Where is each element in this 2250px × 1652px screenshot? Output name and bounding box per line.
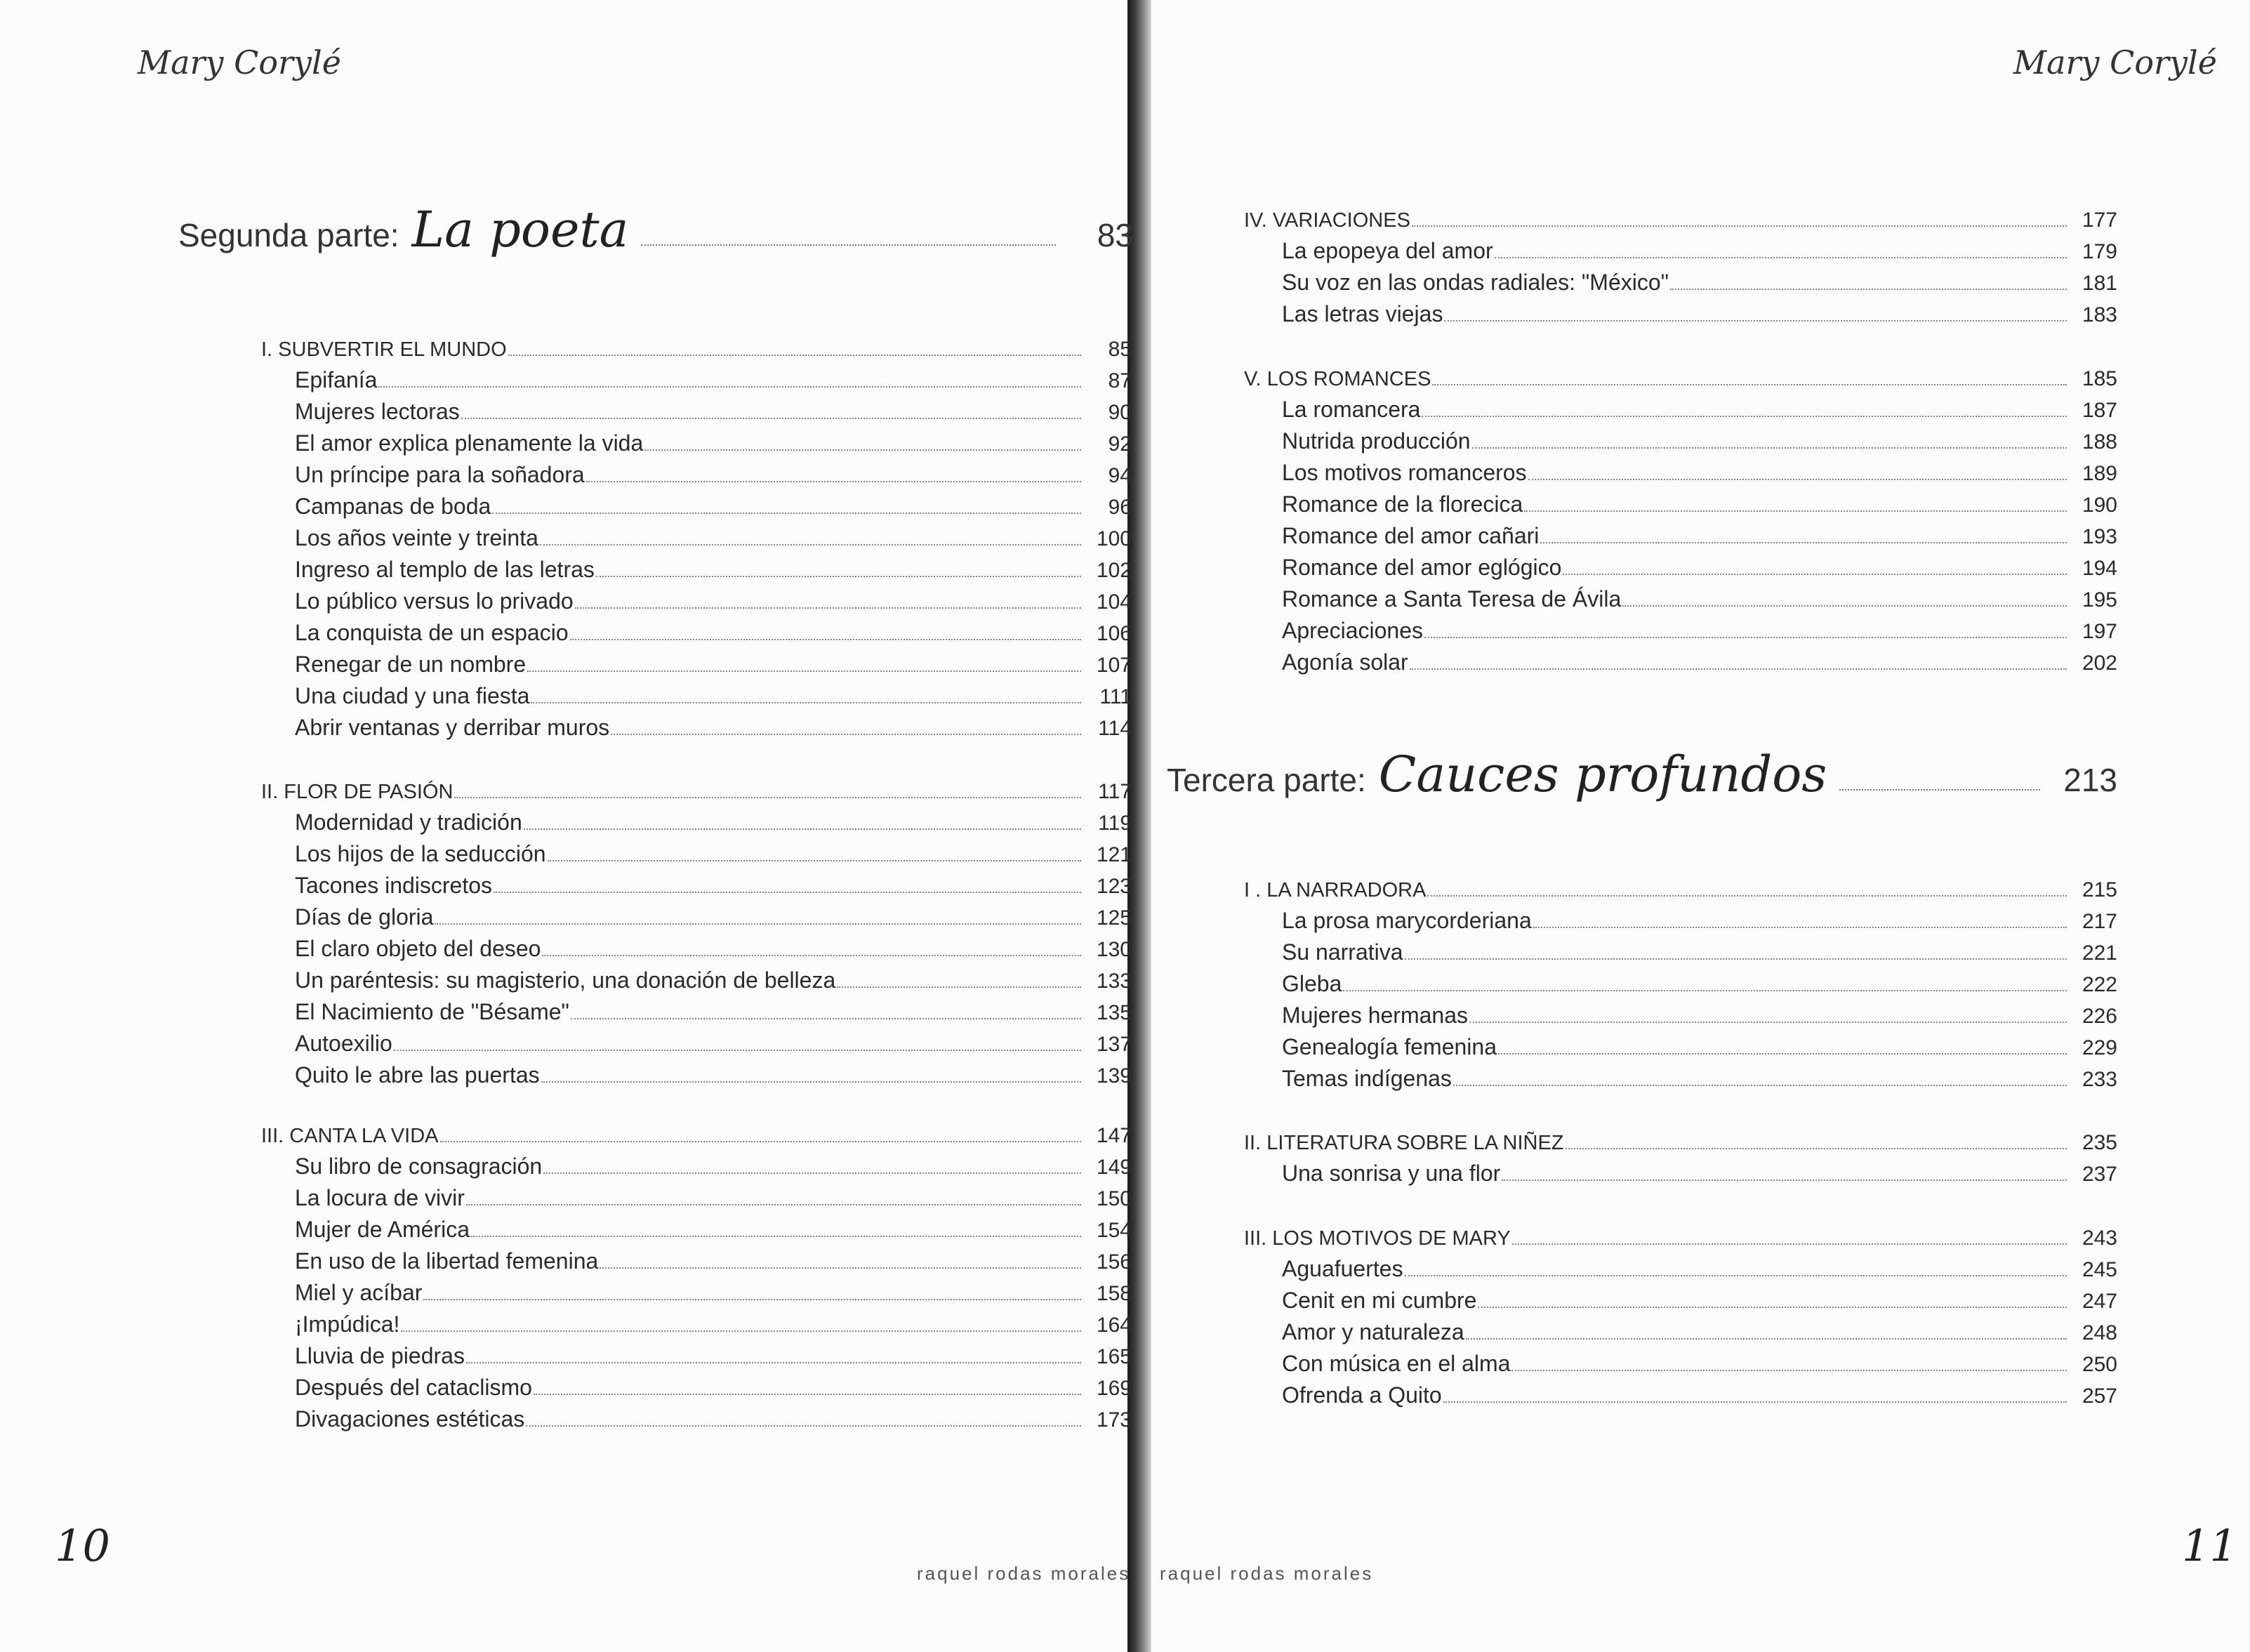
dot-leader bbox=[611, 734, 1081, 735]
entry-title: Nutrida producción bbox=[1282, 428, 1471, 454]
page-number: 135 bbox=[1096, 1001, 1132, 1024]
page-number: 119 bbox=[1098, 812, 1132, 835]
entry-title: Romance del amor cañari bbox=[1282, 523, 1540, 548]
page-number: 147 bbox=[1096, 1124, 1132, 1147]
dot-leader bbox=[471, 1236, 1081, 1237]
entry-title: Un príncipe para la soñadora bbox=[295, 462, 585, 487]
page-number: 137 bbox=[1096, 1033, 1132, 1056]
entry-title: Apreciaciones bbox=[1282, 618, 1423, 643]
dot-leader bbox=[542, 955, 1081, 956]
dot-leader bbox=[1478, 1307, 2067, 1308]
dot-leader bbox=[1540, 542, 2067, 543]
toc-entry-row bbox=[1282, 902, 2117, 934]
page-number: 123 bbox=[1096, 875, 1132, 898]
toc-entry-row bbox=[295, 393, 1132, 425]
toc-entry-row bbox=[1282, 264, 2117, 296]
page-number: 85 bbox=[1108, 338, 1132, 361]
entry-title: Romance del amor eglógico bbox=[1282, 555, 1562, 580]
page-number: 181 bbox=[2082, 272, 2117, 295]
entry-title: Mujeres hermanas bbox=[1282, 1003, 1468, 1028]
toc-entry-row bbox=[295, 678, 1132, 709]
page-number: 165 bbox=[1096, 1345, 1132, 1368]
entry-title: Su voz en las ondas radiales: "México" bbox=[1282, 270, 1669, 295]
entry-title: La conquista de un espacio bbox=[295, 620, 569, 645]
toc-entry-row bbox=[295, 1179, 1132, 1211]
dot-leader bbox=[1405, 1275, 2067, 1276]
dot-leader bbox=[837, 986, 1081, 988]
entry-title: Los motivos romanceros bbox=[1282, 460, 1527, 485]
entry-title: En uso de la libertad femenina bbox=[295, 1248, 599, 1274]
page-number: 193 bbox=[2082, 525, 2117, 548]
chapter-row bbox=[1244, 871, 2117, 902]
dot-leader bbox=[524, 828, 1081, 830]
page-number: 237 bbox=[2082, 1163, 2117, 1186]
chapter-row bbox=[1244, 359, 2117, 391]
page-number: 217 bbox=[2082, 910, 2117, 933]
entry-title: Modernidad y tradición bbox=[295, 810, 522, 835]
page-number: 185 bbox=[2082, 367, 2117, 390]
part-heading-segunda bbox=[178, 191, 1133, 258]
toc-entry-row bbox=[295, 1025, 1132, 1057]
page-number: 107 bbox=[1096, 654, 1132, 677]
part-label: Segunda parte: bbox=[178, 217, 399, 253]
page-number: 248 bbox=[2082, 1321, 2117, 1344]
entry-title: Ofrenda a Quito bbox=[1282, 1382, 1442, 1408]
page-number: 114 bbox=[1098, 717, 1132, 740]
chapter-title: I . LA NARRADORA bbox=[1244, 879, 1427, 901]
page-number: 243 bbox=[2082, 1227, 2117, 1250]
right-page-number: 11 bbox=[2182, 1520, 2237, 1571]
entry-title: Quito le abre las puertas bbox=[295, 1062, 540, 1088]
chapter-row bbox=[261, 330, 1132, 362]
page-number: 187 bbox=[2082, 399, 2117, 422]
entry-title: Gleba bbox=[1282, 971, 1342, 996]
part-script-title: La poeta bbox=[411, 201, 629, 258]
dot-leader bbox=[527, 670, 1081, 672]
entry-title: Lluvia de piedras bbox=[295, 1343, 465, 1368]
entry-title: El Nacimiento de "Bésame" bbox=[295, 999, 569, 1024]
dot-leader bbox=[1670, 289, 2067, 290]
toc-entry-row bbox=[295, 1306, 1132, 1337]
entry-title: La epopeya del amor bbox=[1282, 238, 1493, 263]
entry-title: Autoexilio bbox=[295, 1031, 392, 1056]
dot-leader bbox=[540, 544, 1081, 546]
left-footer: raquel rodas morales bbox=[917, 1563, 1131, 1584]
entry-title: Mujeres lectoras bbox=[295, 399, 460, 424]
dot-leader bbox=[541, 1081, 1081, 1083]
page-number: 150 bbox=[1096, 1187, 1132, 1210]
dot-leader bbox=[440, 1141, 1082, 1142]
left-running-head: Mary Corylé bbox=[138, 44, 341, 81]
dot-leader bbox=[461, 418, 1081, 419]
toc-entry-row bbox=[1282, 644, 2117, 675]
toc-entry-row bbox=[295, 425, 1132, 456]
toc-entry-row bbox=[295, 835, 1132, 867]
toc-entry-row bbox=[295, 1211, 1132, 1243]
page-number: 188 bbox=[2082, 430, 2117, 454]
dot-leader bbox=[1622, 605, 2067, 607]
toc-entry-row bbox=[295, 930, 1132, 962]
entry-title: Una sonrisa y una flor bbox=[1282, 1161, 1501, 1186]
toc-entry-row bbox=[1282, 1345, 2117, 1377]
page-number: 245 bbox=[2082, 1258, 2117, 1281]
dot-leader bbox=[531, 702, 1081, 703]
page-number: 195 bbox=[2082, 588, 2117, 612]
toc-entry-row bbox=[1282, 965, 2117, 997]
toc-entry-row bbox=[295, 1337, 1132, 1369]
dot-leader bbox=[401, 1330, 1081, 1332]
entry-title: Aguafuertes bbox=[1282, 1256, 1403, 1281]
page-number: 156 bbox=[1096, 1250, 1132, 1274]
page-number: 179 bbox=[2082, 240, 2117, 263]
toc-entry-row bbox=[295, 709, 1132, 741]
page-number: 235 bbox=[2082, 1131, 2117, 1154]
page-number: 100 bbox=[1096, 527, 1132, 550]
dot-leader bbox=[1466, 1338, 2067, 1340]
toc-entry-row bbox=[295, 551, 1132, 583]
chapter-title: III. LOS MOTIVOS DE MARY bbox=[1244, 1227, 1511, 1250]
dot-leader bbox=[1524, 510, 2067, 512]
toc-entry-row bbox=[1282, 232, 2117, 264]
toc-entry-row bbox=[1282, 296, 2117, 327]
page-number: 250 bbox=[2082, 1353, 2117, 1376]
toc-entry-row bbox=[1282, 517, 2117, 549]
toc-entry-row bbox=[295, 456, 1132, 488]
toc-entry-row bbox=[1282, 934, 2117, 965]
dot-leader bbox=[466, 1204, 1081, 1205]
chapter-title: III. CANTA LA VIDA bbox=[261, 1125, 439, 1147]
entry-title: Un paréntesis: su magisterio, una donación de belleza bbox=[295, 967, 836, 993]
dot-leader bbox=[1453, 1085, 2067, 1086]
entry-title: Epifanía bbox=[295, 367, 378, 392]
dot-leader bbox=[1566, 1148, 2067, 1149]
toc-entry-row bbox=[1282, 1250, 2117, 1282]
page-number: 226 bbox=[2082, 1005, 2117, 1028]
page-number: 130 bbox=[1096, 938, 1132, 961]
entry-title: Campanas de boda bbox=[295, 494, 491, 519]
toc-entry-row bbox=[295, 614, 1132, 646]
page-number: 139 bbox=[1096, 1064, 1132, 1088]
toc-entry-row bbox=[1282, 1060, 2117, 1092]
entry-title: Ingreso al templo de las letras bbox=[295, 557, 595, 582]
toc-entry-row bbox=[1282, 423, 2117, 454]
chapter-title: IV. VARIACIONES bbox=[1244, 209, 1410, 232]
dot-leader bbox=[378, 386, 1081, 388]
toc-entry-row bbox=[295, 646, 1132, 678]
dot-leader bbox=[423, 1299, 1081, 1300]
toc-entry-row bbox=[295, 1401, 1132, 1432]
entry-title: La romancera bbox=[1282, 397, 1421, 422]
chapter-title: II. LITERATURA SOBRE LA NIÑEZ bbox=[1244, 1132, 1564, 1154]
entry-title: Después del cataclismo bbox=[295, 1375, 532, 1400]
page-number: 158 bbox=[1096, 1282, 1132, 1305]
entry-title: Romance de la florecica bbox=[1282, 491, 1523, 517]
toc-entry-row bbox=[295, 583, 1132, 614]
chapter-row bbox=[1244, 1123, 2117, 1155]
dot-leader bbox=[1443, 1401, 2067, 1403]
toc-entry-row bbox=[295, 520, 1132, 551]
page-number: 164 bbox=[1096, 1314, 1132, 1337]
dot-leader bbox=[435, 923, 1081, 925]
entry-title: El amor explica plenamente la vida bbox=[295, 430, 644, 456]
entry-title: Amor y naturaleza bbox=[1282, 1319, 1464, 1344]
dot-leader bbox=[1502, 1179, 2067, 1181]
toc-entry-row bbox=[295, 1243, 1132, 1274]
toc-entry-row bbox=[295, 804, 1132, 835]
dot-leader bbox=[644, 449, 1081, 451]
dot-leader bbox=[1495, 257, 2067, 258]
page-number: 125 bbox=[1096, 906, 1132, 930]
dot-leader bbox=[570, 639, 1081, 640]
toc-entry-row bbox=[1282, 486, 2117, 517]
page-number: 111 bbox=[1099, 685, 1132, 708]
entry-title: Una ciudad y una fiesta bbox=[295, 683, 530, 708]
dot-leader bbox=[1343, 990, 2067, 991]
dot-leader bbox=[1839, 789, 2040, 791]
dot-leader bbox=[1444, 320, 2067, 322]
chapter-row bbox=[261, 772, 1132, 804]
page-number: 215 bbox=[2082, 878, 2117, 901]
part-label: Tercera parte: bbox=[1167, 762, 1366, 798]
page-number: 247 bbox=[2082, 1290, 2117, 1313]
entry-title: La prosa marycorderiana bbox=[1282, 908, 1532, 933]
dot-leader bbox=[1498, 1053, 2067, 1055]
dot-leader bbox=[526, 1425, 1081, 1427]
right-footer: raquel rodas morales bbox=[1160, 1563, 1374, 1584]
entry-title: Divagaciones estéticas bbox=[295, 1406, 525, 1432]
toc-entry-row bbox=[1282, 997, 2117, 1029]
page-number: 154 bbox=[1096, 1219, 1132, 1242]
dot-leader bbox=[1512, 1243, 2067, 1245]
dot-leader bbox=[534, 1394, 1081, 1395]
toc-entry-row bbox=[1282, 1282, 2117, 1314]
entry-title: Temas indígenas bbox=[1282, 1066, 1452, 1091]
entry-title: Miel y acíbar bbox=[295, 1280, 423, 1305]
entry-title: Renegar de un nombre bbox=[295, 652, 527, 677]
toc-entry-row bbox=[295, 867, 1132, 899]
page-number: 133 bbox=[1096, 970, 1132, 993]
page-number: 92 bbox=[1108, 432, 1132, 456]
entry-title: Su narrativa bbox=[1282, 939, 1403, 965]
part-page: 213 bbox=[2063, 762, 2117, 798]
chapter-row bbox=[1244, 201, 2117, 232]
toc-entry-row bbox=[295, 899, 1132, 930]
dot-leader bbox=[494, 892, 1081, 893]
page-number: 189 bbox=[2082, 462, 2117, 485]
page-number: 229 bbox=[2082, 1036, 2117, 1059]
chapter-row bbox=[261, 1116, 1132, 1148]
entry-title: Días de gloria bbox=[295, 904, 434, 930]
dot-leader bbox=[596, 576, 1081, 577]
entry-title: Los años veinte y treinta bbox=[295, 525, 538, 550]
page-number: 169 bbox=[1096, 1377, 1132, 1400]
entry-title: El claro objeto del deseo bbox=[295, 936, 541, 961]
toc-entry-row bbox=[1282, 391, 2117, 423]
page-number: 222 bbox=[2082, 973, 2117, 996]
toc-entry-row bbox=[295, 1057, 1132, 1088]
page-number: 106 bbox=[1096, 622, 1132, 645]
dot-leader bbox=[543, 1172, 1081, 1174]
dot-leader bbox=[600, 1267, 1081, 1269]
entry-title: Las letras viejas bbox=[1282, 301, 1443, 326]
dot-leader bbox=[1410, 668, 2067, 670]
dot-leader bbox=[1405, 958, 2067, 960]
toc-entry-row bbox=[1282, 1314, 2117, 1345]
dot-leader bbox=[1427, 895, 2067, 897]
dot-leader bbox=[1533, 927, 2067, 928]
page-number: 183 bbox=[2082, 303, 2117, 326]
entry-title: Agonía solar bbox=[1282, 649, 1408, 675]
toc-entry-row bbox=[1282, 1155, 2117, 1187]
page-number: 197 bbox=[2082, 620, 2117, 643]
dot-leader bbox=[1424, 637, 2067, 638]
dot-leader bbox=[586, 481, 1081, 482]
chapter-row bbox=[1244, 1219, 2117, 1250]
dot-leader bbox=[492, 513, 1081, 514]
dot-leader bbox=[1563, 574, 2067, 575]
toc-entry-row bbox=[295, 488, 1132, 520]
dot-leader bbox=[1432, 384, 2067, 385]
dot-leader bbox=[1528, 479, 2067, 480]
entry-title: Mujer de América bbox=[295, 1217, 470, 1242]
entry-title: Abrir ventanas y derribar muros bbox=[295, 715, 610, 740]
part-heading-tercera bbox=[1167, 736, 2117, 803]
toc-entry-row bbox=[1282, 581, 2117, 612]
right-running-head: Mary Corylé bbox=[2013, 44, 2217, 81]
entry-title: Su libro de consagración bbox=[295, 1154, 543, 1179]
dot-leader bbox=[1511, 1370, 2067, 1371]
entry-title: Lo público versus lo privado bbox=[295, 588, 574, 614]
chapter-title: I. SUBVERTIR EL MUNDO bbox=[261, 338, 507, 361]
toc-entry-row bbox=[1282, 1029, 2117, 1060]
toc-entry-row bbox=[1282, 1377, 2117, 1408]
dot-leader bbox=[1422, 416, 2067, 417]
toc-entry-row bbox=[295, 993, 1132, 1025]
toc-entry-row bbox=[1282, 549, 2117, 581]
dot-leader bbox=[1472, 447, 2067, 449]
entry-title: Los hijos de la seducción bbox=[295, 841, 546, 866]
entry-title: La locura de vivir bbox=[295, 1185, 465, 1210]
toc-entry-row bbox=[1282, 612, 2117, 644]
left-page-number: 10 bbox=[55, 1520, 110, 1571]
page-number: 257 bbox=[2082, 1385, 2117, 1408]
page-number: 190 bbox=[2082, 494, 2117, 517]
toc-entry-row bbox=[295, 1369, 1132, 1401]
toc-entry-row bbox=[295, 1274, 1132, 1306]
page-number: 87 bbox=[1108, 369, 1132, 392]
page-number: 102 bbox=[1096, 559, 1132, 582]
page-number: 90 bbox=[1108, 401, 1132, 424]
entry-title: Con música en el alma bbox=[1282, 1351, 1511, 1376]
chapter-title: V. LOS ROMANCES bbox=[1244, 368, 1431, 390]
dot-leader bbox=[1412, 225, 2067, 227]
chapter-title: II. FLOR DE PASIÓN bbox=[261, 781, 454, 803]
part-page: 83 bbox=[1097, 217, 1133, 253]
page-number: 121 bbox=[1096, 843, 1132, 866]
page-number: 177 bbox=[2082, 209, 2117, 232]
page-number: 194 bbox=[2082, 557, 2117, 580]
dot-leader bbox=[508, 355, 1081, 356]
entry-title: Tacones indiscretos bbox=[295, 873, 493, 898]
dot-leader bbox=[575, 607, 1081, 609]
page-number: 94 bbox=[1108, 464, 1132, 487]
page-number: 233 bbox=[2082, 1068, 2117, 1091]
entry-title: Cenit en mi cumbre bbox=[1282, 1288, 1477, 1313]
page-number: 104 bbox=[1096, 590, 1132, 614]
page-number: 149 bbox=[1096, 1156, 1132, 1179]
dot-leader bbox=[454, 797, 1081, 798]
page-number: 96 bbox=[1108, 496, 1132, 519]
page-number: 202 bbox=[2082, 652, 2117, 675]
page-number: 173 bbox=[1096, 1408, 1132, 1432]
toc-entry-row bbox=[295, 362, 1132, 393]
toc-entry-row bbox=[295, 1148, 1132, 1179]
entry-title: Genealogía femenina bbox=[1282, 1034, 1497, 1059]
dot-leader bbox=[641, 244, 1056, 246]
dot-leader bbox=[571, 1018, 1081, 1019]
dot-leader bbox=[1469, 1022, 2067, 1023]
page-number: 221 bbox=[2082, 941, 2117, 965]
dot-leader bbox=[548, 860, 1081, 861]
toc-entry-row bbox=[1282, 454, 2117, 486]
part-script-title: Cauces profundos bbox=[1378, 746, 1827, 803]
toc-entry-row bbox=[295, 962, 1132, 993]
page-number: 117 bbox=[1098, 780, 1132, 803]
entry-title: ¡Impúdica! bbox=[295, 1311, 400, 1337]
dot-leader bbox=[394, 1050, 1081, 1051]
dot-leader bbox=[466, 1362, 1081, 1363]
entry-title: Romance a Santa Teresa de Ávila bbox=[1282, 586, 1622, 612]
